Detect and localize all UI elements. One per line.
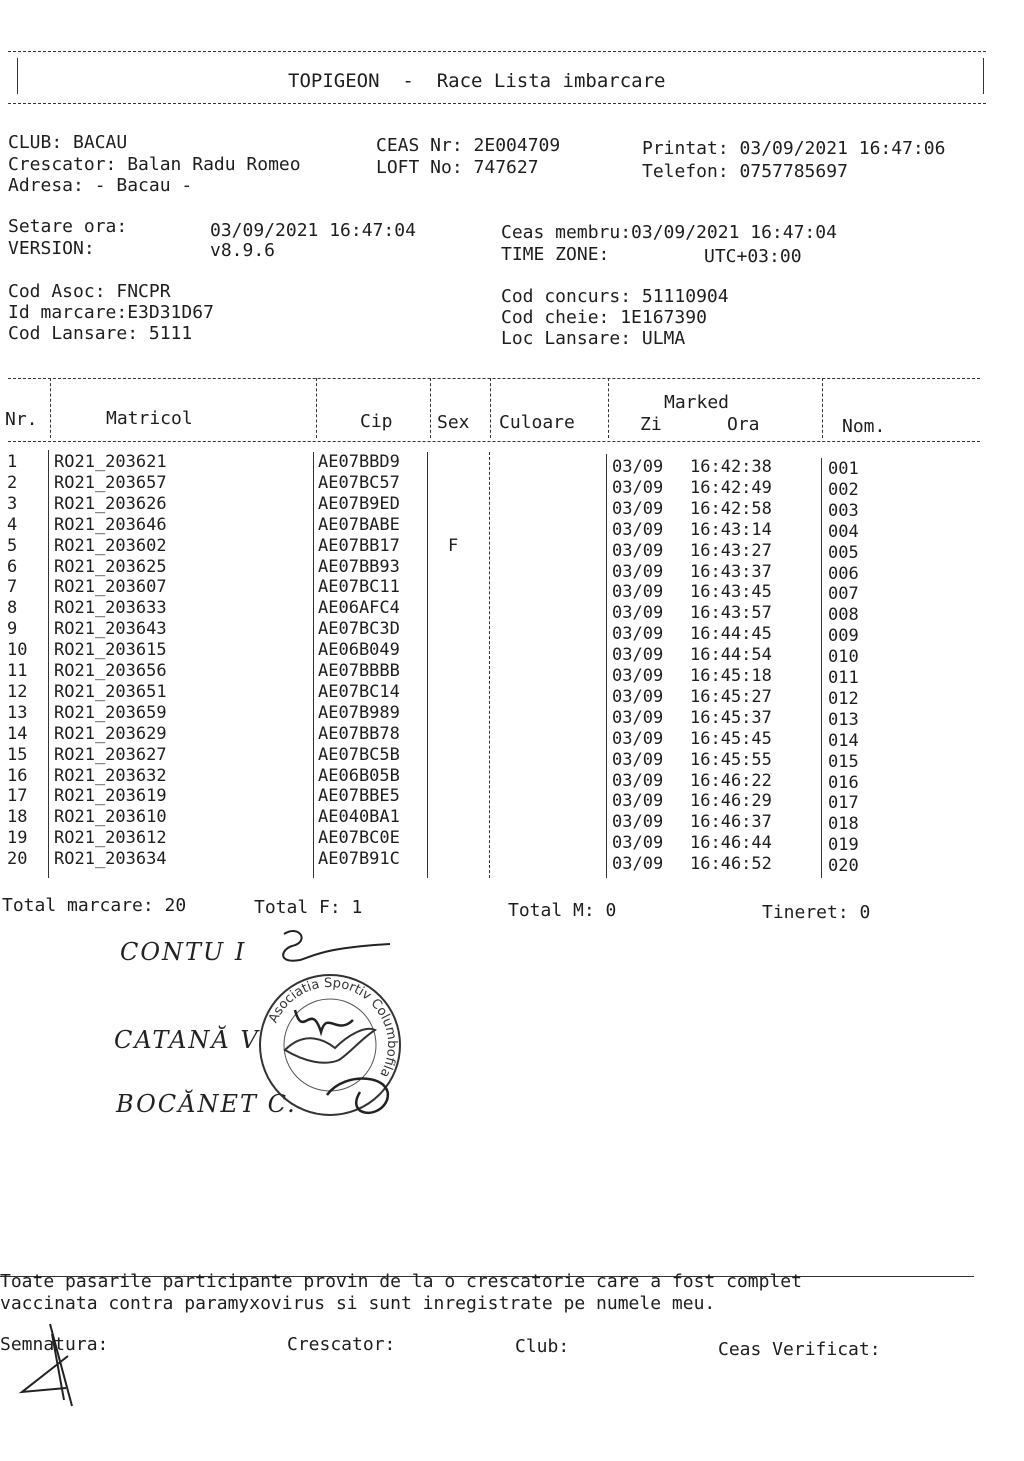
cod-asoc: Cod Asoc: FNCPR bbox=[8, 281, 171, 302]
cell-cip: AE07BC14 bbox=[318, 681, 400, 702]
association-stamp bbox=[255, 970, 405, 1125]
cell-nom: 003 bbox=[828, 500, 859, 521]
cell-cip: AE07BB17 bbox=[318, 535, 400, 556]
cell-zi: 03/09 bbox=[612, 707, 664, 728]
cell-nom: 008 bbox=[828, 605, 859, 626]
cell-matricol: RO21_203602 bbox=[54, 535, 167, 556]
cell-cip: AE07BB93 bbox=[318, 556, 400, 577]
cell-nr: 7 bbox=[7, 577, 18, 598]
ceas-nr: CEAS Nr: 2E004709 bbox=[376, 135, 561, 156]
crescator-line: Crescator: Balan Radu Romeo bbox=[8, 154, 301, 175]
cell-zi: 03/09 bbox=[612, 477, 664, 498]
version-value: v8.9.6 bbox=[210, 240, 276, 261]
cell-ora: 16:44:54 bbox=[690, 645, 772, 666]
cell-cip: AE07BC57 bbox=[318, 472, 400, 493]
total-f: Total F: 1 bbox=[254, 897, 363, 918]
cell-nr: 11 bbox=[7, 661, 28, 681]
cell-zi: 03/09 bbox=[612, 770, 664, 791]
page-title: TOPIGEON - Race Lista imbarcare bbox=[288, 70, 666, 92]
header-nom: Nom. bbox=[842, 416, 886, 437]
cell-cip: AE07BC5B bbox=[318, 744, 400, 765]
cell-zi: 03/09 bbox=[612, 540, 664, 561]
cell-sex: F bbox=[448, 535, 459, 556]
cell-nr: 4 bbox=[7, 514, 18, 535]
cell-zi: 03/09 bbox=[612, 686, 664, 707]
cell-nr: 15 bbox=[7, 744, 28, 765]
header-left-border bbox=[17, 58, 18, 94]
cell-zi: 03/09 bbox=[612, 645, 664, 666]
cod-lansare: Cod Lansare: 5111 bbox=[8, 323, 193, 344]
cell-ora: 16:42:58 bbox=[690, 498, 772, 519]
cell-matricol: RO21_203643 bbox=[54, 619, 167, 640]
cell-ora: 16:46:29 bbox=[690, 791, 772, 812]
cell-matricol: RO21_203626 bbox=[54, 493, 167, 514]
body-sep-marked bbox=[821, 458, 822, 878]
cell-cip: AE06AFC4 bbox=[318, 598, 400, 619]
cell-nom: 014 bbox=[828, 730, 859, 751]
cell-matricol: RO21_203632 bbox=[54, 765, 167, 786]
col-sep-matricol bbox=[316, 378, 317, 438]
handwritten-name-3: BOCĂNET C. bbox=[116, 1090, 297, 1118]
cell-nom: 010 bbox=[828, 647, 859, 668]
cell-cip: AE07BC11 bbox=[318, 577, 400, 598]
body-sep-culoare bbox=[606, 454, 607, 878]
printat: Printat: 03/09/2021 16:47:06 bbox=[642, 138, 946, 159]
cell-matricol: RO21_203619 bbox=[54, 786, 167, 807]
cell-nom: 005 bbox=[828, 542, 859, 563]
version-label: VERSION: bbox=[8, 238, 95, 259]
cod-concurs: Cod concurs: 51110904 bbox=[501, 286, 729, 307]
cell-nom: 020 bbox=[828, 856, 859, 877]
cell-ora: 16:46:22 bbox=[690, 770, 772, 791]
tineret: Tineret: 0 bbox=[762, 902, 871, 923]
time-zone-label: TIME ZONE: bbox=[501, 244, 610, 265]
cell-ora: 16:43:57 bbox=[690, 603, 772, 624]
cell-ora: 16:45:18 bbox=[690, 666, 772, 686]
cell-nom: 015 bbox=[828, 751, 859, 772]
cell-cip: AE07B989 bbox=[318, 702, 400, 723]
cell-matricol: RO21_203656 bbox=[54, 661, 167, 681]
cell-nr: 18 bbox=[7, 807, 28, 828]
cell-cip: AE07BC3D bbox=[318, 619, 400, 640]
club-line: CLUB: BACAU bbox=[8, 132, 128, 153]
cell-nr: 12 bbox=[7, 681, 28, 702]
cell-ora: 16:45:45 bbox=[690, 728, 772, 749]
cell-zi: 03/09 bbox=[612, 519, 664, 540]
cell-matricol: RO21_203627 bbox=[54, 744, 167, 765]
col-sep-sex bbox=[490, 378, 491, 438]
cell-nom: 002 bbox=[828, 479, 859, 500]
cell-matricol: RO21_203610 bbox=[54, 807, 167, 828]
setare-ora-label: Setare ora: bbox=[8, 216, 128, 237]
cell-cip: AE07BBD9 bbox=[318, 452, 400, 472]
cell-nr: 19 bbox=[7, 828, 28, 849]
cell-zi: 03/09 bbox=[612, 582, 664, 603]
cell-cip: AE07BBE5 bbox=[318, 786, 400, 807]
header-marked: Marked bbox=[664, 392, 730, 413]
cell-cip: AE040BA1 bbox=[318, 807, 400, 828]
body-sep-sex bbox=[489, 452, 490, 878]
cell-cip: AE06B05B bbox=[318, 765, 400, 786]
cell-ora: 16:46:52 bbox=[690, 854, 772, 875]
handwritten-name-1: CONTU I bbox=[120, 938, 247, 966]
ceas-membru: Ceas membru:03/09/2021 16:47:04 bbox=[501, 222, 837, 243]
col-sep-marked bbox=[822, 378, 823, 438]
cell-nr: 1 bbox=[7, 452, 18, 472]
stamp-text: Asociatia Sportiv Columbofila bbox=[266, 975, 400, 1080]
cell-nr: 8 bbox=[7, 598, 18, 619]
cell-matricol: RO21_203634 bbox=[54, 849, 167, 870]
cell-ora: 16:43:37 bbox=[690, 561, 772, 582]
cell-zi: 03/09 bbox=[612, 833, 664, 854]
cell-nom: 013 bbox=[828, 709, 859, 730]
total-m: Total M: 0 bbox=[508, 900, 617, 921]
header-top-border bbox=[8, 51, 986, 52]
col-sep-culoare bbox=[608, 378, 609, 438]
cell-matricol: RO21_203651 bbox=[54, 681, 167, 702]
table-top-rule bbox=[8, 378, 980, 379]
cell-zi: 03/09 bbox=[612, 791, 664, 812]
cell-matricol: RO21_203659 bbox=[54, 702, 167, 723]
cell-matricol: RO21_203657 bbox=[54, 472, 167, 493]
cell-zi: 03/09 bbox=[612, 561, 664, 582]
header-nr: Nr. bbox=[5, 409, 38, 430]
col-sep-cip bbox=[430, 378, 431, 438]
cell-zi: 03/09 bbox=[612, 728, 664, 749]
cell-cip: AE07BABE bbox=[318, 514, 400, 535]
crescator-label: Crescator: bbox=[287, 1334, 396, 1355]
cell-nr: 5 bbox=[7, 535, 18, 556]
cell-matricol: RO21_203607 bbox=[54, 577, 167, 598]
header-ora: Ora bbox=[727, 414, 760, 435]
cell-ora: 16:45:27 bbox=[690, 686, 772, 707]
col-sep-nr bbox=[50, 378, 51, 438]
cod-cheie: Cod cheie: 1E167390 bbox=[501, 307, 707, 328]
cell-ora: 16:46:37 bbox=[690, 812, 772, 833]
cell-cip: AE07BBBB bbox=[318, 661, 400, 681]
cell-ora: 16:43:45 bbox=[690, 582, 772, 603]
cell-nr: 17 bbox=[7, 786, 28, 807]
cell-cip: AE07BC0E bbox=[318, 828, 400, 849]
cell-zi: 03/09 bbox=[612, 749, 664, 770]
cell-nom: 012 bbox=[828, 688, 859, 709]
id-marcare: Id marcare:E3D31D67 bbox=[8, 302, 214, 323]
handwritten-name-2: CATANĂ V bbox=[114, 1026, 260, 1054]
header-bottom-border bbox=[8, 103, 986, 104]
cell-ora: 16:45:55 bbox=[690, 749, 772, 770]
cell-zi: 03/09 bbox=[612, 457, 664, 477]
cell-zi: 03/09 bbox=[612, 603, 664, 624]
setare-ora-value: 03/09/2021 16:47:04 bbox=[210, 220, 416, 241]
cell-matricol: RO21_203646 bbox=[54, 514, 167, 535]
header-zi: Zi bbox=[640, 414, 662, 435]
cell-nr: 14 bbox=[7, 723, 28, 744]
body-sep-matricol bbox=[313, 452, 314, 878]
cell-ora: 16:42:38 bbox=[690, 457, 772, 477]
dove-icon bbox=[285, 1029, 375, 1063]
cell-nom: 011 bbox=[828, 668, 859, 688]
cell-nom: 001 bbox=[828, 459, 859, 479]
time-zone-value: UTC+03:00 bbox=[704, 246, 802, 267]
declaration-line-2: vaccinata contra paramyxovirus si sunt inregistrate pe numele meu. bbox=[0, 1293, 716, 1314]
cell-matricol: RO21_203615 bbox=[54, 640, 167, 661]
cell-cip: AE07B91C bbox=[318, 849, 400, 870]
adresa-line: Adresa: - Bacau - bbox=[8, 175, 193, 196]
loft-no: LOFT No: 747627 bbox=[376, 157, 539, 178]
cell-ora: 16:46:44 bbox=[690, 833, 772, 854]
cell-zi: 03/09 bbox=[612, 812, 664, 833]
cell-ora: 16:44:45 bbox=[690, 624, 772, 645]
cell-matricol: RO21_203625 bbox=[54, 556, 167, 577]
body-sep-cip bbox=[427, 452, 428, 878]
cell-matricol: RO21_203629 bbox=[54, 723, 167, 744]
club-label: Club: bbox=[515, 1336, 570, 1357]
cell-zi: 03/09 bbox=[612, 624, 664, 645]
cell-nom: 017 bbox=[828, 793, 859, 814]
header-right-border bbox=[983, 58, 984, 94]
cell-nom: 009 bbox=[828, 626, 859, 647]
telefon: Telefon: 0757785697 bbox=[642, 161, 848, 182]
body-sep-nr bbox=[48, 450, 49, 878]
header-culoare: Culoare bbox=[499, 412, 575, 433]
cell-nom: 019 bbox=[828, 835, 859, 856]
cell-nom: 016 bbox=[828, 772, 859, 793]
cell-nr: 2 bbox=[7, 472, 18, 493]
cell-nr: 9 bbox=[7, 619, 18, 640]
header-sex: Sex bbox=[437, 412, 470, 433]
cell-nr: 3 bbox=[7, 493, 18, 514]
declaration-line-1: Toate pasarile participante provin de la o crescatorie care a fost complet bbox=[0, 1271, 802, 1292]
cell-nr: 10 bbox=[7, 640, 28, 661]
cell-cip: AE07BB78 bbox=[318, 723, 400, 744]
table-header-rule bbox=[8, 441, 980, 442]
cell-nom: 018 bbox=[828, 814, 859, 835]
footer-signature bbox=[10, 1316, 80, 1411]
cell-nom: 007 bbox=[828, 584, 859, 605]
cell-ora: 16:43:14 bbox=[690, 519, 772, 540]
cell-ora: 16:43:27 bbox=[690, 540, 772, 561]
cell-nom: 004 bbox=[828, 521, 859, 542]
cell-cip: AE06B049 bbox=[318, 640, 400, 661]
ceas-verificat-label: Ceas Verificat: bbox=[718, 1339, 881, 1360]
cell-nr: 13 bbox=[7, 702, 28, 723]
header-cip: Cip bbox=[360, 411, 393, 432]
cell-nr: 20 bbox=[7, 849, 28, 870]
loc-lansare: Loc Lansare: ULMA bbox=[501, 328, 686, 349]
cell-zi: 03/09 bbox=[612, 854, 664, 875]
cell-zi: 03/09 bbox=[612, 498, 664, 519]
header-matricol: Matricol bbox=[106, 408, 193, 429]
cell-matricol: RO21_203621 bbox=[54, 452, 167, 472]
cell-matricol: RO21_203612 bbox=[54, 828, 167, 849]
cell-ora: 16:45:37 bbox=[690, 707, 772, 728]
signature-scribble-1 bbox=[270, 924, 400, 974]
cell-matricol: RO21_203633 bbox=[54, 598, 167, 619]
semnatura-label: Semnatura: bbox=[0, 1334, 109, 1355]
cell-ora: 16:42:49 bbox=[690, 477, 772, 498]
cell-nr: 16 bbox=[7, 765, 28, 786]
cell-nr: 6 bbox=[7, 556, 18, 577]
cell-zi: 03/09 bbox=[612, 666, 664, 686]
cell-cip: AE07B9ED bbox=[318, 493, 400, 514]
cell-nom: 006 bbox=[828, 563, 859, 584]
total-marcare: Total marcare: 20 bbox=[2, 895, 187, 916]
